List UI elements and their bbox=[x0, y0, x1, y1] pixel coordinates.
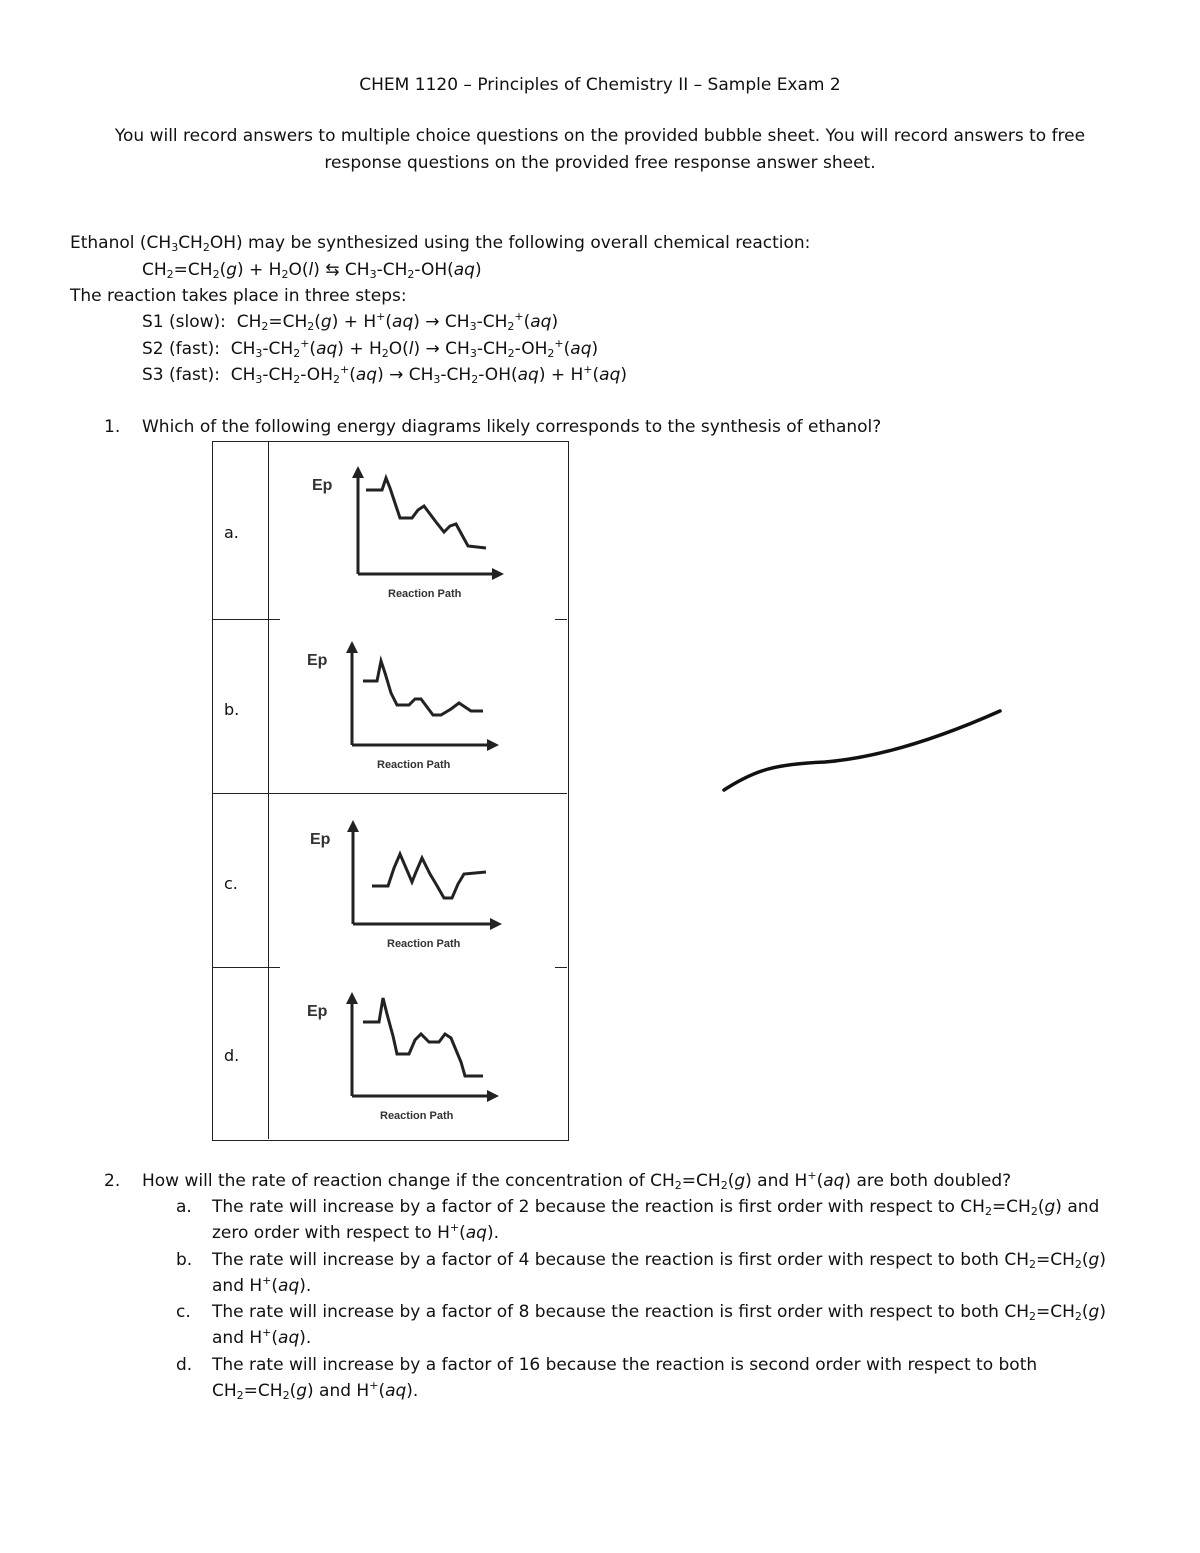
energy-curve-d bbox=[363, 998, 483, 1076]
ep-label-a: Ep bbox=[312, 477, 333, 494]
q2-option-c-line2: and H+(aq). bbox=[212, 1326, 312, 1348]
question-2-text: How will the rate of reaction change if the concentration of $CH_2=CH_2(g)$ and H+(aq) are both doubled? bbox=[142, 1169, 1012, 1192]
row-divider-right-1 bbox=[555, 619, 567, 620]
energy-diagram-d bbox=[295, 984, 515, 1134]
q2-option-b-line2: and H+(aq). bbox=[212, 1274, 312, 1296]
step-1: S1 (slow): $CH_2=CH_2(g) + H^+(aq) \to CH_3-CH_2^+(aq)$ bbox=[142, 310, 559, 333]
row-divider-right-3 bbox=[555, 967, 567, 968]
diagram-table-divider bbox=[268, 441, 269, 1139]
energy-curve-c bbox=[372, 854, 486, 898]
q2-option-d-line2: $CH_2=CH_2(g)$ and H+(aq). bbox=[212, 1379, 419, 1402]
option-d-letter: d. bbox=[224, 1046, 240, 1065]
step-3: S3 (fast): $CH_3-CH_2-OH_2^+(aq) \to CH_3-CH_2-OH(aq) + H^+(aq)$ bbox=[142, 363, 628, 386]
option-c-letter: c. bbox=[224, 874, 238, 893]
row-divider-2 bbox=[212, 793, 567, 794]
q2-option-a-line1: The rate will increase by a factor of 2 because the reaction is first order with respect to $CH_2=CH_2(g)$ and bbox=[212, 1197, 1100, 1218]
page-title: CHEM 1120 – Principles of Chemistry II – Sample Exam 2 bbox=[359, 75, 841, 95]
handwritten-pen-stroke bbox=[715, 700, 1010, 800]
y-arrow-a bbox=[352, 466, 364, 478]
ep-label-c: Ep bbox=[310, 831, 331, 848]
energy-curve-b bbox=[363, 661, 483, 715]
ep-label-d: Ep bbox=[307, 1003, 328, 1020]
intro-sentence: Ethanol $(CH_3CH_2OH)$ may be synthesized using the following overall chemical reaction: bbox=[70, 233, 811, 254]
row-divider-left-1 bbox=[212, 619, 280, 620]
x-arrow-d bbox=[487, 1090, 499, 1102]
y-arrow-b bbox=[346, 641, 358, 653]
q2-option-b-letter: b. bbox=[176, 1250, 193, 1270]
step-2: S2 (fast): $CH_3-CH_2^+(aq) + H_2O(l) \to CH_3-CH_2-OH_2^+(aq)$ bbox=[142, 337, 599, 360]
q2-option-b-line1: The rate will increase by a factor of 4 because the reaction is first order with respect to both $CH_2=CH_2(g)$ bbox=[212, 1250, 1106, 1271]
energy-diagram-b bbox=[295, 633, 515, 783]
row-divider-left-3 bbox=[212, 967, 280, 968]
q2-option-c-line1: The rate will increase by a factor of 8 because the reaction is first order with respect to both $CH_2=CH_2(g)$ bbox=[212, 1302, 1106, 1323]
ep-label-b: Ep bbox=[307, 652, 328, 669]
x-arrow-c bbox=[490, 918, 502, 930]
question-2-number: 2. bbox=[104, 1171, 121, 1191]
y-arrow-d bbox=[346, 992, 358, 1004]
x-arrow-a bbox=[492, 568, 504, 580]
energy-diagram-a bbox=[300, 462, 520, 612]
reaction-path-label-d: Reaction Path bbox=[380, 1110, 454, 1122]
x-arrow-b bbox=[487, 739, 499, 751]
reaction-path-label-c: Reaction Path bbox=[387, 938, 461, 950]
instructions-line-2: response questions on the provided free response answer sheet. bbox=[324, 153, 876, 173]
q2-option-d-letter: d. bbox=[176, 1355, 193, 1375]
steps-heading: The reaction takes place in three steps: bbox=[70, 286, 407, 306]
reaction-path-label-b: Reaction Path bbox=[377, 759, 451, 771]
q2-option-a-letter: a. bbox=[176, 1197, 192, 1217]
option-a-letter: a. bbox=[224, 523, 239, 542]
q2-option-a-line2: zero order with respect to H+(aq). bbox=[212, 1221, 499, 1243]
question-1-number: 1. bbox=[104, 417, 121, 437]
overall-reaction: $CH_2=CH_2(g) + H_2O(l)$ ⇆ $CH_3-CH_2-OH(aq)$ bbox=[142, 260, 482, 281]
option-b-letter: b. bbox=[224, 700, 240, 719]
energy-curve-a bbox=[366, 478, 486, 548]
q2-option-d-line1: The rate will increase by a factor of 16 because the reaction is second order with respect to both bbox=[212, 1355, 1038, 1375]
energy-diagram-c bbox=[298, 812, 518, 962]
reaction-path-label-a: Reaction Path bbox=[388, 588, 462, 600]
instructions-line-1: You will record answers to multiple choice questions on the provided bubble sheet. You will record answers to free bbox=[114, 126, 1086, 146]
q2-option-c-letter: c. bbox=[176, 1302, 191, 1322]
question-1-text: Which of the following energy diagrams likely corresponds to the synthesis of ethanol? bbox=[142, 417, 882, 437]
y-arrow-c bbox=[347, 820, 359, 832]
